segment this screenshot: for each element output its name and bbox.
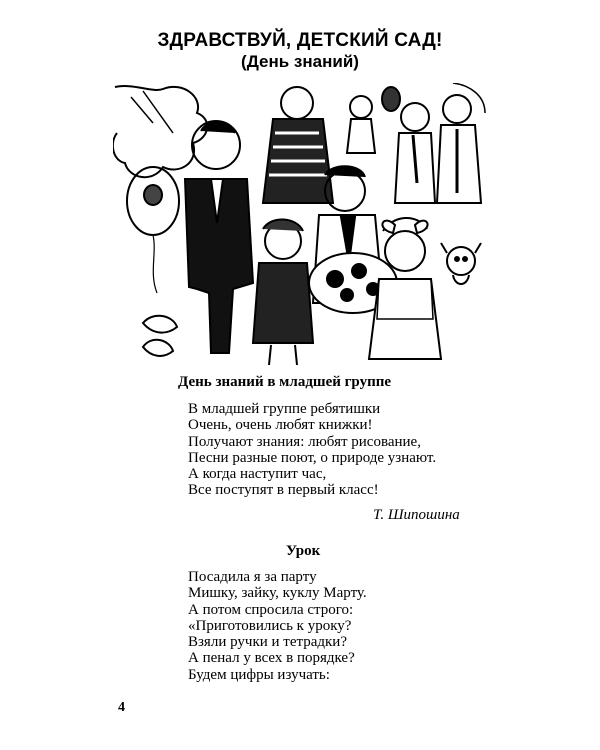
poem1-body bbox=[188, 401, 436, 499]
poem-line: Посадила я за парту bbox=[188, 569, 317, 585]
poem-line: В младшей группе ребятишки bbox=[188, 401, 381, 417]
poem-line: А потом спросила строго: bbox=[188, 601, 354, 618]
tree-foliage bbox=[113, 86, 207, 177]
poem-line: А когда наступит час, bbox=[188, 466, 327, 483]
poem-line: Будем цифры изучать: bbox=[188, 666, 330, 683]
poem-line: Получают знания: любят рисование, bbox=[188, 433, 421, 450]
poem-line: Все поступят в первый класс! bbox=[188, 482, 379, 499]
poem-line: Песни разные поют, о природе узнают. bbox=[188, 449, 437, 466]
poem-line: «Приготовились к уроку? bbox=[188, 617, 352, 634]
poem2-body bbox=[188, 569, 367, 683]
poem-line: Очень, очень любят книжки! bbox=[188, 417, 373, 434]
poem-line: А пенал у всех в порядке? bbox=[188, 650, 355, 667]
illustration bbox=[113, 83, 486, 365]
poem2-title: Урок bbox=[286, 543, 321, 559]
leaf-icon bbox=[143, 316, 177, 333]
girl-figure bbox=[385, 231, 425, 271]
page-title: ЗДРАВСТВУЙ, ДЕТСКИЙ САД! bbox=[157, 30, 443, 51]
poem1-author: Т. Шипошина bbox=[373, 507, 460, 523]
dog-icon bbox=[447, 247, 475, 275]
page-subtitle: (День знаний) bbox=[241, 52, 359, 71]
woman-figure bbox=[281, 87, 313, 119]
page-number: 4 bbox=[118, 700, 125, 715]
poem-line: Взяли ручки и тетрадки? bbox=[188, 634, 347, 651]
poem-line: Мишку, зайку, куклу Марту. bbox=[188, 585, 367, 602]
boy-figure bbox=[401, 103, 429, 131]
boy-figure bbox=[443, 95, 471, 123]
leaf-icon bbox=[143, 340, 173, 356]
poem1-title: День знаний в младшей группе bbox=[178, 374, 392, 390]
